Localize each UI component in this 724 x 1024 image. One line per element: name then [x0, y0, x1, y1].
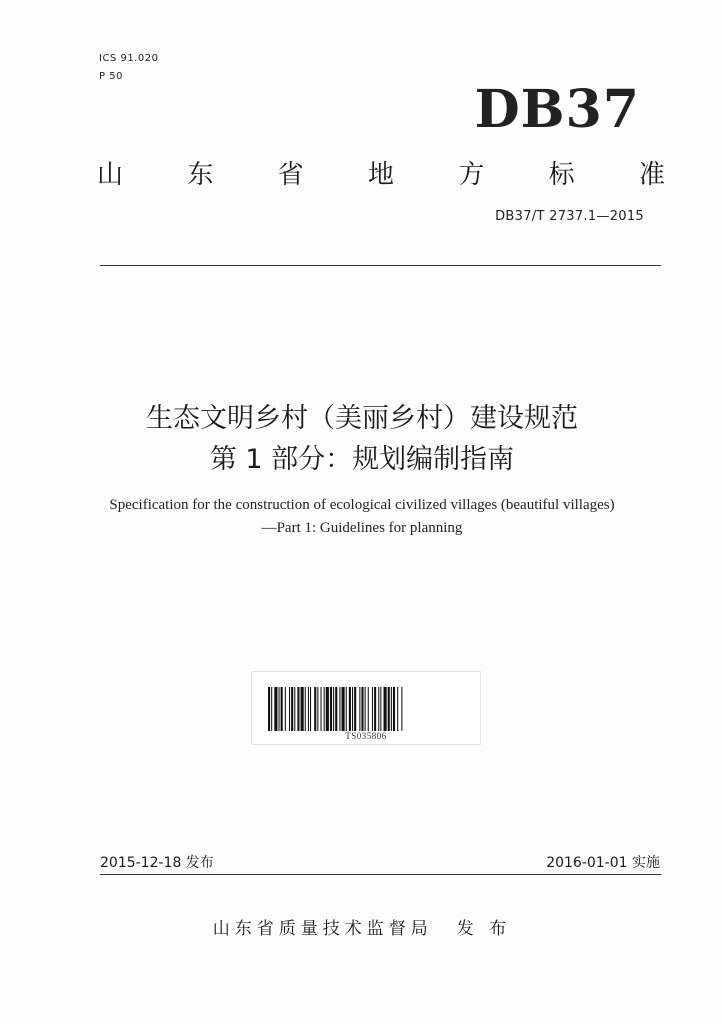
- barcode-bar: [372, 687, 373, 731]
- barcode-bar: [374, 687, 376, 731]
- barcode-bar: [359, 687, 360, 731]
- barcode-bar: [361, 687, 363, 731]
- barcode-bar: [271, 687, 272, 731]
- barcode-bar: [354, 687, 356, 731]
- barcode-bar: [342, 687, 345, 731]
- barcode-bar: [384, 687, 387, 731]
- barcode-bar: [352, 687, 353, 731]
- standard-type-char: 省: [277, 159, 304, 190]
- barcode-bar: [365, 687, 366, 731]
- barcode-bars: [268, 687, 464, 733]
- barcode-bar: [349, 687, 351, 731]
- barcode-bar: [274, 687, 277, 731]
- standard-type-row: [97, 156, 665, 188]
- db-code-logo: DB37: [474, 79, 640, 140]
- issue-date: 2015-12-18 发布: [100, 855, 214, 871]
- barcode-bar: [333, 687, 334, 731]
- standard-number: DB37/T 2737.1—2015: [495, 209, 644, 224]
- barcode-bar: [330, 687, 332, 731]
- barcode-bar: [335, 687, 337, 731]
- title-cn-line1: 生态文明乡村（美丽乡村）建设规范: [146, 403, 578, 434]
- barcode-bar: [391, 687, 392, 731]
- standard-type-char: 方: [458, 159, 485, 190]
- implement-date: 2016-01-01 实施: [546, 855, 660, 871]
- publisher-line: [0, 914, 724, 939]
- barcode-bar: [380, 687, 381, 731]
- standard-type-char: 准: [638, 159, 665, 190]
- barcode-bar: [388, 687, 390, 731]
- barcode-bar: [368, 687, 369, 731]
- barcode-bar: [326, 687, 329, 731]
- barcode-bar: [301, 687, 304, 731]
- barcode-bar: [297, 687, 299, 731]
- ccs-code: P 50: [99, 71, 123, 82]
- header-divider: [100, 265, 661, 266]
- title-cn-line2: 第 1 部分：规划编制指南: [209, 444, 515, 475]
- barcode-bar: [279, 687, 280, 731]
- standard-type-char: 地: [367, 159, 394, 190]
- barcode-bar: [285, 687, 286, 731]
- standard-type-char: 东: [187, 159, 214, 190]
- barcode-bar: [305, 687, 306, 731]
- barcode-bar: [281, 687, 283, 731]
- standard-type-char: 标: [548, 159, 575, 190]
- barcode-bar: [393, 687, 395, 731]
- barcode-bar: [317, 687, 318, 731]
- barcode-bar: [378, 687, 379, 731]
- barcode-bar: [346, 687, 347, 731]
- barcode: [251, 671, 481, 745]
- barcode-bar: [339, 687, 340, 731]
- barcode-bar: [324, 687, 325, 731]
- publisher-name: 山东省质量技术监督局: [212, 919, 433, 939]
- publish-label: 发 布: [456, 919, 512, 939]
- barcode-bar: [291, 687, 293, 731]
- barcode-bar: [314, 687, 316, 731]
- standard-type-char: 山: [97, 159, 124, 190]
- barcode-bar: [401, 687, 402, 731]
- footer-divider: [100, 874, 661, 875]
- title-en-line2: —Part 1: Guidelines for planning: [261, 520, 463, 536]
- barcode-bar: [397, 687, 398, 731]
- barcode-bar: [321, 687, 322, 731]
- barcode-bar: [308, 687, 309, 731]
- barcode-bar: [268, 687, 270, 731]
- ics-code: ICS 91.020: [99, 53, 159, 64]
- barcode-bar: [310, 687, 311, 731]
- barcode-bar: [289, 687, 290, 731]
- title-en-line1: Specification for the construction of ecological civilized villages (beautiful villages): [109, 497, 615, 513]
- barcode-number: TS035806: [345, 731, 387, 741]
- barcode-bar: [294, 687, 295, 731]
